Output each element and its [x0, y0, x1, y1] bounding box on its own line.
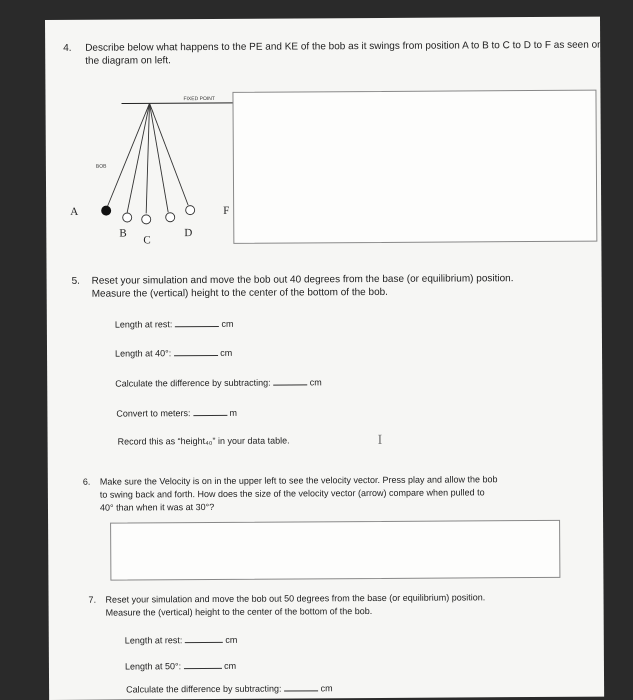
bob-position-c [142, 215, 151, 224]
bob-side-label: BOB [95, 163, 107, 170]
q5-length-angle-row [115, 346, 232, 361]
q5-calc-unit: cm [309, 377, 322, 388]
question-6-line3: 40° than when it was at 30°? [99, 501, 215, 513]
pivot-ceiling [122, 103, 234, 104]
bob-position-b [123, 213, 132, 222]
position-label-c: C [143, 234, 151, 247]
q5-calc-label: Calculate the difference by subtracting: [115, 377, 271, 389]
question-5-number: 5. [71, 275, 80, 287]
question-6-number: 6. [82, 476, 91, 487]
bob-position-f [186, 206, 195, 215]
answer-box-q4[interactable] [232, 90, 597, 244]
position-label-d: D [184, 227, 193, 240]
q7-calc-row [126, 681, 333, 696]
text-cursor-icon: I [377, 432, 383, 448]
q7-length-rest-label: Length at rest: [124, 635, 183, 646]
bob-position-d [166, 213, 175, 222]
q5-length-angle-unit: cm [220, 347, 233, 358]
q5-length-angle-label: Length at 40°: [115, 348, 172, 359]
worksheet-page [45, 17, 604, 700]
question-4-number: 4. [63, 42, 72, 54]
q5-convert-unit: m [229, 407, 237, 418]
question-7-line2: Measure the (vertical) height to the center of the bottom of the bob. [105, 606, 373, 618]
q5-convert-blank[interactable] [193, 406, 227, 416]
q7-length-rest-blank[interactable] [185, 633, 223, 643]
bob-position-a [101, 206, 111, 216]
q5-calc-row [115, 375, 322, 390]
q7-length-angle-label: Length at 50°: [124, 661, 182, 672]
q5-calc-blank[interactable] [273, 375, 307, 385]
q5-convert-row [116, 406, 237, 421]
position-label-f: F [223, 204, 230, 217]
q7-length-angle-blank[interactable] [184, 659, 222, 669]
pendulum-strings [106, 103, 189, 213]
answer-box-q6[interactable] [110, 520, 560, 581]
q5-length-rest-unit: cm [221, 318, 234, 329]
q5-record-note: Record this as “height₄₀” in your data table. [117, 435, 290, 447]
question-4-text: Describe below what happens to the PE and KE of the bob as it swings from position A to B to C to D to F as seen on the diagram on left. [85, 39, 603, 67]
q7-calc-label: Calculate the difference by subtracting: [126, 683, 282, 695]
q5-convert-label: Convert to meters: [116, 408, 191, 419]
position-label-a: A [70, 205, 79, 218]
q7-calc-unit: cm [320, 683, 333, 694]
q5-length-rest-row [115, 317, 234, 332]
question-7-line1: Reset your simulation and move the bob out 50 degrees from the base (or equilibrium) position. [105, 592, 486, 605]
question-7-number: 7. [88, 594, 97, 605]
question-5-line1: Reset your simulation and move the bob out 40 degrees from the base (or equilibrium) position. [91, 273, 514, 287]
q7-length-rest-unit: cm [225, 634, 238, 645]
q5-length-angle-blank[interactable] [174, 346, 218, 356]
q7-calc-blank[interactable] [284, 681, 318, 691]
position-label-b: B [119, 227, 127, 240]
question-6-line1: Make sure the Velocity is on in the upper left to see the velocity vector. Press play and allow the bob [99, 474, 498, 487]
q7-length-angle-unit: cm [224, 660, 237, 671]
question-5-line2: Measure the (vertical) height to the center of the bottom of the bob. [91, 286, 388, 300]
question-6-line2: to swing back and forth. How does the size of the velocity vector (arrow) compare when pulled to [99, 487, 485, 500]
pivot-label: FIXED POINT [183, 95, 215, 103]
q5-length-rest-label: Length at rest: [114, 319, 173, 330]
q5-length-rest-blank[interactable] [175, 317, 219, 327]
pendulum-diagram [63, 91, 244, 262]
q7-length-angle-row [125, 659, 236, 674]
q7-length-rest-row [125, 633, 238, 648]
